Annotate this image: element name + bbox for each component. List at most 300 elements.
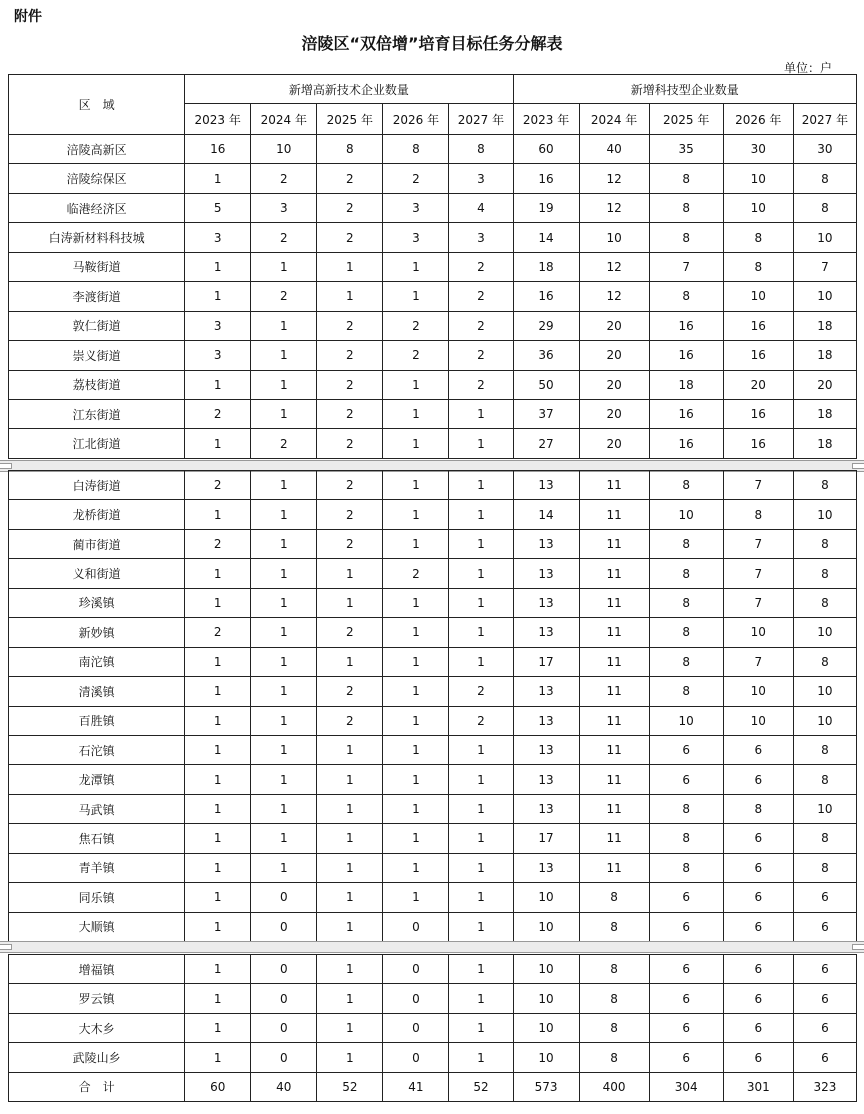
value-cell: 11	[579, 706, 649, 735]
region-cell: 敦仁街道	[9, 311, 185, 340]
value-cell: 1	[185, 955, 251, 984]
value-cell: 1	[185, 984, 251, 1013]
value-cell: 8	[793, 471, 856, 500]
value-cell: 10	[793, 677, 856, 706]
value-cell: 2	[383, 311, 449, 340]
table-row	[9, 252, 857, 281]
value-cell: 11	[579, 765, 649, 794]
value-cell: 400	[579, 1072, 649, 1101]
value-cell: 2	[185, 399, 251, 428]
table-row	[9, 1013, 857, 1042]
value-cell: 1	[449, 735, 513, 764]
table-row	[9, 912, 857, 941]
value-cell: 12	[579, 252, 649, 281]
value-cell: 20	[579, 341, 649, 370]
region-cell: 珍溪镇	[9, 588, 185, 617]
year-header: 2023 年	[185, 104, 251, 135]
value-cell: 3	[251, 193, 317, 222]
value-cell: 6	[649, 955, 723, 984]
value-cell: 8	[649, 282, 723, 311]
value-cell: 6	[723, 853, 793, 882]
value-cell: 1	[383, 399, 449, 428]
value-cell: 2	[317, 193, 383, 222]
value-cell: 8	[649, 223, 723, 252]
value-cell: 5	[185, 193, 251, 222]
table-row	[9, 559, 857, 588]
value-cell: 8	[649, 193, 723, 222]
value-cell: 573	[513, 1072, 579, 1101]
region-cell: 白涛街道	[9, 471, 185, 500]
table-row	[9, 706, 857, 735]
page-title: 涪陵区“双倍增”培育目标任务分解表	[301, 34, 563, 53]
value-cell: 1	[383, 618, 449, 647]
value-cell: 6	[649, 883, 723, 912]
value-cell: 16	[513, 164, 579, 193]
region-cell: 南沱镇	[9, 647, 185, 676]
value-cell: 11	[579, 794, 649, 823]
value-cell: 4	[449, 193, 513, 222]
value-cell: 1	[317, 559, 383, 588]
value-cell: 16	[649, 341, 723, 370]
value-cell: 6	[649, 1013, 723, 1042]
value-cell: 1	[383, 735, 449, 764]
value-cell: 8	[649, 559, 723, 588]
value-cell: 0	[383, 912, 449, 941]
value-cell: 6	[649, 735, 723, 764]
value-cell: 1	[449, 1013, 513, 1042]
value-cell: 1	[317, 765, 383, 794]
region-cell: 江东街道	[9, 399, 185, 428]
value-cell: 2	[383, 559, 449, 588]
page-break-divider	[0, 941, 864, 953]
table-row	[9, 529, 857, 558]
value-cell: 1	[383, 794, 449, 823]
value-cell: 1	[449, 647, 513, 676]
value-cell: 1	[185, 677, 251, 706]
region-cell: 崇义街道	[9, 341, 185, 370]
value-cell: 10	[723, 618, 793, 647]
value-cell: 17	[513, 647, 579, 676]
table-row	[9, 765, 857, 794]
value-cell: 11	[579, 735, 649, 764]
value-cell: 2	[317, 529, 383, 558]
value-cell: 1	[449, 853, 513, 882]
region-cell: 百胜镇	[9, 706, 185, 735]
value-cell: 1	[383, 824, 449, 853]
value-cell: 12	[579, 193, 649, 222]
value-cell: 8	[649, 647, 723, 676]
value-cell: 1	[251, 765, 317, 794]
value-cell: 7	[723, 588, 793, 617]
value-cell: 1	[251, 677, 317, 706]
region-cell: 清溪镇	[9, 677, 185, 706]
value-cell: 0	[251, 1013, 317, 1042]
value-cell: 2	[251, 282, 317, 311]
value-cell: 10	[723, 282, 793, 311]
value-cell: 323	[793, 1072, 856, 1101]
value-cell: 1	[449, 765, 513, 794]
value-cell: 1	[185, 794, 251, 823]
value-cell: 13	[513, 735, 579, 764]
value-cell: 11	[579, 588, 649, 617]
value-cell: 20	[579, 429, 649, 458]
region-cell: 义和街道	[9, 559, 185, 588]
value-cell: 8	[793, 765, 856, 794]
attachment-label: 附件	[14, 9, 42, 25]
value-cell: 1	[449, 794, 513, 823]
value-cell: 1	[449, 399, 513, 428]
value-cell: 3	[185, 341, 251, 370]
value-cell: 1	[383, 647, 449, 676]
value-cell: 13	[513, 471, 579, 500]
table-row	[9, 588, 857, 617]
value-cell: 16	[723, 429, 793, 458]
value-cell: 20	[579, 399, 649, 428]
value-cell: 20	[579, 370, 649, 399]
value-cell: 1	[383, 677, 449, 706]
value-cell: 1	[185, 706, 251, 735]
region-cell: 大木乡	[9, 1013, 185, 1042]
value-cell: 12	[579, 282, 649, 311]
value-cell: 2	[449, 370, 513, 399]
value-cell: 2	[383, 341, 449, 370]
value-cell: 30	[793, 135, 856, 164]
table-row	[9, 223, 857, 252]
value-cell: 27	[513, 429, 579, 458]
value-cell: 2	[449, 341, 513, 370]
value-cell: 16	[649, 311, 723, 340]
table-row	[9, 471, 857, 500]
value-cell: 1	[185, 559, 251, 588]
value-cell: 37	[513, 399, 579, 428]
region-cell: 蔺市街道	[9, 529, 185, 558]
value-cell: 1	[383, 282, 449, 311]
value-cell: 1	[185, 824, 251, 853]
table-row	[9, 984, 857, 1013]
value-cell: 1	[185, 429, 251, 458]
table-row	[9, 794, 857, 823]
value-cell: 13	[513, 559, 579, 588]
value-cell: 1	[251, 529, 317, 558]
value-cell: 10	[723, 193, 793, 222]
value-cell: 8	[579, 883, 649, 912]
value-cell: 6	[793, 1013, 856, 1042]
value-cell: 3	[383, 193, 449, 222]
value-cell: 1	[317, 883, 383, 912]
value-cell: 1	[317, 853, 383, 882]
region-cell: 龙潭镇	[9, 765, 185, 794]
value-cell: 1	[185, 588, 251, 617]
value-cell: 6	[793, 1043, 856, 1072]
region-cell: 涪陵高新区	[9, 135, 185, 164]
value-cell: 1	[383, 252, 449, 281]
value-cell: 18	[513, 252, 579, 281]
value-cell: 18	[793, 399, 856, 428]
year-header: 2025 年	[317, 104, 383, 135]
year-header: 2024 年	[251, 104, 317, 135]
value-cell: 36	[513, 341, 579, 370]
value-cell: 10	[251, 135, 317, 164]
region-cell: 临港经济区	[9, 193, 185, 222]
value-cell: 20	[793, 370, 856, 399]
table-row	[9, 883, 857, 912]
value-cell: 7	[723, 559, 793, 588]
value-cell: 2	[317, 500, 383, 529]
value-cell: 1	[185, 647, 251, 676]
value-cell: 1	[317, 588, 383, 617]
value-cell: 1	[251, 647, 317, 676]
value-cell: 0	[251, 1043, 317, 1072]
value-cell: 7	[723, 529, 793, 558]
value-cell: 1	[383, 529, 449, 558]
value-cell: 1	[185, 370, 251, 399]
value-cell: 2	[449, 252, 513, 281]
value-cell: 1	[185, 765, 251, 794]
value-cell: 10	[513, 1043, 579, 1072]
value-cell: 2	[317, 677, 383, 706]
value-cell: 13	[513, 588, 579, 617]
year-header: 2024 年	[579, 104, 649, 135]
value-cell: 16	[723, 311, 793, 340]
value-cell: 11	[579, 529, 649, 558]
value-cell: 50	[513, 370, 579, 399]
value-cell: 16	[723, 341, 793, 370]
value-cell: 2	[317, 311, 383, 340]
value-cell: 1	[317, 955, 383, 984]
value-cell: 2	[317, 429, 383, 458]
value-cell: 10	[793, 223, 856, 252]
value-cell: 11	[579, 559, 649, 588]
value-cell: 1	[383, 706, 449, 735]
value-cell: 2	[251, 164, 317, 193]
value-cell: 1	[185, 1013, 251, 1042]
value-cell: 2	[449, 282, 513, 311]
region-cell: 马武镇	[9, 794, 185, 823]
table-row	[9, 677, 857, 706]
value-cell: 8	[579, 912, 649, 941]
value-cell: 41	[383, 1072, 449, 1101]
table-row	[9, 824, 857, 853]
value-cell: 1	[383, 500, 449, 529]
value-cell: 1	[317, 647, 383, 676]
value-cell: 2	[185, 529, 251, 558]
table-segment	[8, 74, 857, 459]
value-cell: 6	[723, 984, 793, 1013]
value-cell: 16	[185, 135, 251, 164]
value-cell: 8	[579, 984, 649, 1013]
value-cell: 0	[251, 912, 317, 941]
value-cell: 1	[251, 471, 317, 500]
value-cell: 2	[317, 706, 383, 735]
value-cell: 11	[579, 853, 649, 882]
value-cell: 60	[513, 135, 579, 164]
value-cell: 8	[579, 1043, 649, 1072]
value-cell: 10	[513, 1013, 579, 1042]
region-cell: 涪陵综保区	[9, 164, 185, 193]
value-cell: 1	[383, 429, 449, 458]
value-cell: 1	[449, 588, 513, 617]
value-cell: 7	[723, 647, 793, 676]
table-row	[9, 735, 857, 764]
value-cell: 13	[513, 706, 579, 735]
value-cell: 10	[513, 955, 579, 984]
value-cell: 1	[317, 1013, 383, 1042]
table-row	[9, 399, 857, 428]
value-cell: 16	[513, 282, 579, 311]
value-cell: 8	[793, 588, 856, 617]
value-cell: 40	[251, 1072, 317, 1101]
value-cell: 8	[723, 500, 793, 529]
region-cell: 焦石镇	[9, 824, 185, 853]
table-segment	[8, 470, 857, 942]
value-cell: 11	[579, 618, 649, 647]
value-cell: 11	[579, 824, 649, 853]
value-cell: 2	[317, 399, 383, 428]
table-row	[9, 282, 857, 311]
value-cell: 8	[793, 193, 856, 222]
value-cell: 1	[251, 794, 317, 823]
value-cell: 1	[449, 529, 513, 558]
value-cell: 6	[723, 1013, 793, 1042]
region-cell: 大顺镇	[9, 912, 185, 941]
value-cell: 1	[251, 370, 317, 399]
region-header: 区 域	[9, 75, 185, 135]
region-cell: 罗云镇	[9, 984, 185, 1013]
value-cell: 10	[793, 618, 856, 647]
value-cell: 8	[649, 471, 723, 500]
value-cell: 1	[251, 618, 317, 647]
year-header: 2027 年	[793, 104, 856, 135]
region-cell: 龙桥街道	[9, 500, 185, 529]
value-cell: 1	[185, 1043, 251, 1072]
group-header: 新增高新技术企业数量	[185, 75, 513, 104]
value-cell: 18	[793, 311, 856, 340]
value-cell: 10	[649, 500, 723, 529]
value-cell: 20	[723, 370, 793, 399]
total-row	[9, 1072, 857, 1101]
value-cell: 10	[793, 794, 856, 823]
value-cell: 35	[649, 135, 723, 164]
value-cell: 0	[383, 984, 449, 1013]
year-header: 2026 年	[723, 104, 793, 135]
value-cell: 1	[251, 399, 317, 428]
value-cell: 8	[793, 647, 856, 676]
value-cell: 1	[383, 471, 449, 500]
value-cell: 7	[723, 471, 793, 500]
value-cell: 7	[649, 252, 723, 281]
value-cell: 10	[513, 984, 579, 1013]
value-cell: 1	[251, 853, 317, 882]
value-cell: 6	[723, 765, 793, 794]
value-cell: 1	[317, 912, 383, 941]
value-cell: 8	[579, 1013, 649, 1042]
value-cell: 10	[513, 912, 579, 941]
region-cell: 青羊镇	[9, 853, 185, 882]
value-cell: 0	[251, 955, 317, 984]
region-cell: 江北街道	[9, 429, 185, 458]
value-cell: 8	[649, 618, 723, 647]
value-cell: 17	[513, 824, 579, 853]
value-cell: 2	[317, 164, 383, 193]
value-cell: 1	[185, 853, 251, 882]
value-cell: 11	[579, 677, 649, 706]
table-row	[9, 370, 857, 399]
value-cell: 3	[449, 164, 513, 193]
year-header: 2025 年	[649, 104, 723, 135]
value-cell: 2	[317, 341, 383, 370]
value-cell: 1	[383, 765, 449, 794]
value-cell: 301	[723, 1072, 793, 1101]
table-segment	[8, 954, 857, 1102]
value-cell: 13	[513, 618, 579, 647]
value-cell: 1	[251, 252, 317, 281]
value-cell: 1	[383, 370, 449, 399]
value-cell: 52	[317, 1072, 383, 1101]
year-header: 2027 年	[449, 104, 513, 135]
value-cell: 8	[649, 677, 723, 706]
value-cell: 0	[383, 1013, 449, 1042]
value-cell: 1	[251, 588, 317, 617]
value-cell: 2	[185, 471, 251, 500]
value-cell: 1	[317, 735, 383, 764]
region-cell: 荔枝街道	[9, 370, 185, 399]
value-cell: 1	[185, 500, 251, 529]
value-cell: 6	[723, 955, 793, 984]
value-cell: 1	[317, 252, 383, 281]
value-cell: 14	[513, 500, 579, 529]
value-cell: 6	[723, 824, 793, 853]
value-cell: 0	[251, 984, 317, 1013]
value-cell: 18	[793, 341, 856, 370]
value-cell: 1	[251, 500, 317, 529]
region-cell: 李渡街道	[9, 282, 185, 311]
value-cell: 2	[185, 618, 251, 647]
value-cell: 8	[579, 955, 649, 984]
value-cell: 3	[449, 223, 513, 252]
value-cell: 8	[793, 559, 856, 588]
value-cell: 1	[449, 912, 513, 941]
value-cell: 10	[793, 500, 856, 529]
value-cell: 10	[723, 706, 793, 735]
value-cell: 8	[793, 529, 856, 558]
table-row	[9, 341, 857, 370]
value-cell: 1	[449, 618, 513, 647]
table-row	[9, 429, 857, 458]
value-cell: 1	[251, 559, 317, 588]
region-cell: 同乐镇	[9, 883, 185, 912]
value-cell: 1	[317, 1043, 383, 1072]
value-cell: 10	[793, 706, 856, 735]
table-row	[9, 1043, 857, 1072]
value-cell: 52	[449, 1072, 513, 1101]
value-cell: 13	[513, 765, 579, 794]
value-cell: 1	[251, 341, 317, 370]
value-cell: 1	[449, 984, 513, 1013]
value-cell: 11	[579, 647, 649, 676]
value-cell: 1	[251, 824, 317, 853]
value-cell: 30	[723, 135, 793, 164]
value-cell: 8	[793, 824, 856, 853]
value-cell: 1	[185, 912, 251, 941]
table-row	[9, 135, 857, 164]
value-cell: 7	[793, 252, 856, 281]
value-cell: 1	[185, 883, 251, 912]
value-cell: 13	[513, 529, 579, 558]
value-cell: 40	[579, 135, 649, 164]
value-cell: 10	[723, 164, 793, 193]
value-cell: 1	[317, 282, 383, 311]
region-cell: 新妙镇	[9, 618, 185, 647]
